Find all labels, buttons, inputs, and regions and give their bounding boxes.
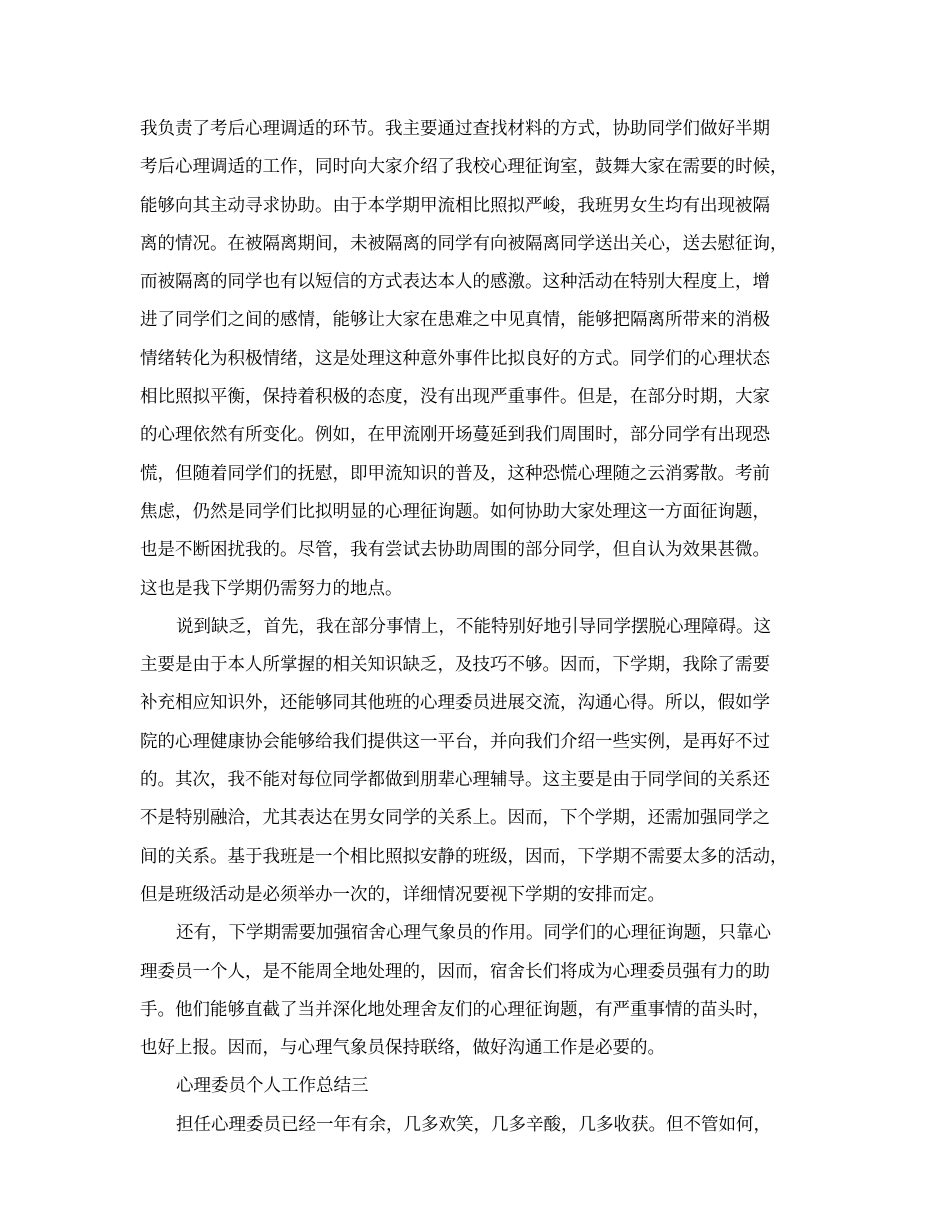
text-line: 但是班级活动是必须举办一次的，详细情况要视下学期的安排而定。	[140, 884, 665, 905]
text-line: 还有，下学期需要加强宿舍心理气象员的作用。同学们的心理征询题，只靠心	[176, 923, 771, 944]
text-line: 相比照拟平衡，保持着积极的态度，没有出现严重事件。但是，在部分时期，大家	[140, 387, 770, 408]
text-line: 这也是我下学期仍需努力的地点。	[140, 578, 403, 599]
text-line: 院的心理健康协会能够给我们提供这一平台，并向我们介绍一些实例，是再好不过	[140, 731, 770, 752]
text-line: 说到缺乏，首先，我在部分事情上，不能特别好地引导同学摆脱心理障碍。这	[176, 616, 771, 637]
text-line: 而被隔离的同学也有以短信的方式表达本人的感激。这种活动在特别大程度上，增	[140, 272, 770, 293]
text-line: 理委员一个人，是不能周全地处理的，因而，宿舍长们将成为心理委员强有力的助	[140, 961, 770, 982]
text-line: 不是特别融洽，尤其表达在男女同学的关系上。因而，下个学期，还需加强同学之	[140, 808, 770, 829]
text-line: 进了同学们之间的感情，能够让大家在患难之中见真情，能够把隔离所带来的消极	[140, 310, 770, 331]
text-line: 情绪转化为积极情绪，这是处理这种意外事件比拟良好的方式。同学们的心理状态	[140, 348, 770, 369]
text-line: 的心理依然有所变化。例如，在甲流刚开场蔓延到我们周围时，部分同学有出现恐	[140, 425, 770, 446]
text-line: 间的关系。基于我班是一个相比照拟安静的班级，因而，下学期不需要太多的活动，	[140, 846, 788, 867]
text-line: 考后心理调适的工作，同时向大家介绍了我校心理征询室，鼓舞大家在需要的时候，	[140, 157, 788, 178]
text-line: 也好上报。因而，与心理气象员保持联络，做好沟通工作是必要的。	[140, 1038, 665, 1059]
text-line: 补充相应知识外，还能够同其他班的心理委员进展交流，沟通心得。所以，假如学	[140, 693, 770, 714]
text-line: 心理委员个人工作总结三	[176, 1076, 369, 1097]
text-line: 焦虑，仍然是同学们比拟明显的心理征询题。如何协助大家处理这一方面征询题，	[140, 501, 770, 522]
document-body	[140, 110, 820, 1144]
text-line: 能够向其主动寻求协助。由于本学期甲流相比照拟严峻，我班男女生均有出现被隔	[140, 195, 770, 216]
text-line: 我负责了考后心理调适的环节。我主要通过查找材料的方式，协助同学们做好半期	[140, 119, 770, 139]
text-line: 的。其次，我不能对每位同学都做到朋辈心理辅导。这主要是由于同学间的关系还	[140, 770, 770, 791]
text-line: 慌，但随着同学们的抚慰，即甲流知识的普及，这种恐慌心理随之云消雾散。考前	[140, 463, 770, 484]
text-line: 也是不断困扰我的。尽管，我有尝试去协助周围的部分同学，但自认为效果甚微。	[140, 540, 770, 561]
text-line: 离的情况。在被隔离期间，未被隔离的同学有向被隔离同学送出关心，送去慰征询，	[140, 233, 788, 254]
text-line: 手。他们能够直截了当并深化地处理舍友们的心理征询题，有严重事情的苗头时，	[140, 999, 770, 1020]
text-line: 担任心理委员已经一年有余，几多欢笑，几多辛酸，几多收获。但不管如何，	[176, 1114, 771, 1135]
text-line: 主要是由于本人所掌握的相关知识缺乏，及技巧不够。因而，下学期，我除了需要	[140, 655, 770, 676]
